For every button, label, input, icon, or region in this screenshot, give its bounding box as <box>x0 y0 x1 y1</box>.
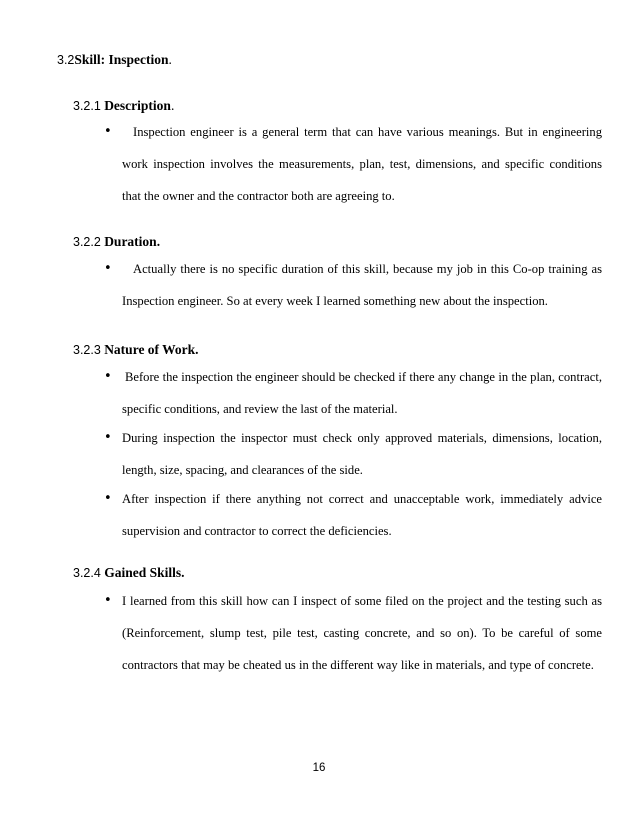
subsection-heading-description <box>73 98 174 114</box>
bullet-text: I learned from this skill how can I inspect of some filed on the project and the testing such as (Reinforcement, slump test, pile test, casting concrete, and so on). To be careful of some contractors that may be cheated us in the different way like in materials, and type of concrete. <box>122 594 602 672</box>
section-title: Skill: Inspection <box>74 52 169 67</box>
bullet-icon: • <box>104 430 112 445</box>
bullet-text: Inspection engineer is a general term that can have various meanings. But in engineering work inspection involves the measurements, plan, test, dimensions, and specific conditions that the owner and the contractor both are agreeing to. <box>122 125 602 203</box>
subsection-title-end: . <box>170 98 175 113</box>
bullet-text: After inspection if there anything not correct and unacceptable work, immediately advice supervision and contractor to correct the deficiencies. <box>122 492 602 538</box>
section-number: 3.2 <box>57 53 75 67</box>
subsection-number: 3.2.1 <box>73 99 101 113</box>
bullet-text: Actually there is no specific duration of this skill, because my job in this Co-op training as Inspection engineer. So at every week I learned something new about the inspection. <box>122 262 602 308</box>
bullet-icon: • <box>104 261 112 276</box>
bullet-text: During inspection the inspector must check only approved materials, dimensions, location, length, size, spacing, and clearances of the side. <box>122 431 602 477</box>
bullet-icon: • <box>104 491 112 506</box>
section-heading <box>57 52 172 68</box>
page-number: 16 <box>312 762 326 774</box>
subsection-title: Description <box>104 98 171 113</box>
subsection-title: Gained Skills. <box>104 565 185 580</box>
subsection-number: 3.2.4 <box>73 566 101 580</box>
subsection-heading-gained-skills <box>73 565 184 581</box>
bullet-text: Before the inspection the engineer should be checked if there any change in the plan, contract, specific conditions, and review the last of the material. <box>122 370 602 416</box>
subsection-heading-duration <box>73 234 160 250</box>
bullet-icon: • <box>104 369 112 384</box>
subsection-number: 3.2.2 <box>73 235 101 249</box>
bullet-icon: • <box>104 124 112 139</box>
subsection-heading-nature-of-work <box>73 342 199 358</box>
subsection-title: Nature of Work. <box>104 342 199 357</box>
subsection-title: Duration. <box>104 234 161 249</box>
bullet-icon: • <box>104 593 112 608</box>
section-title-end: . <box>168 52 172 67</box>
subsection-number: 3.2.3 <box>73 343 101 357</box>
